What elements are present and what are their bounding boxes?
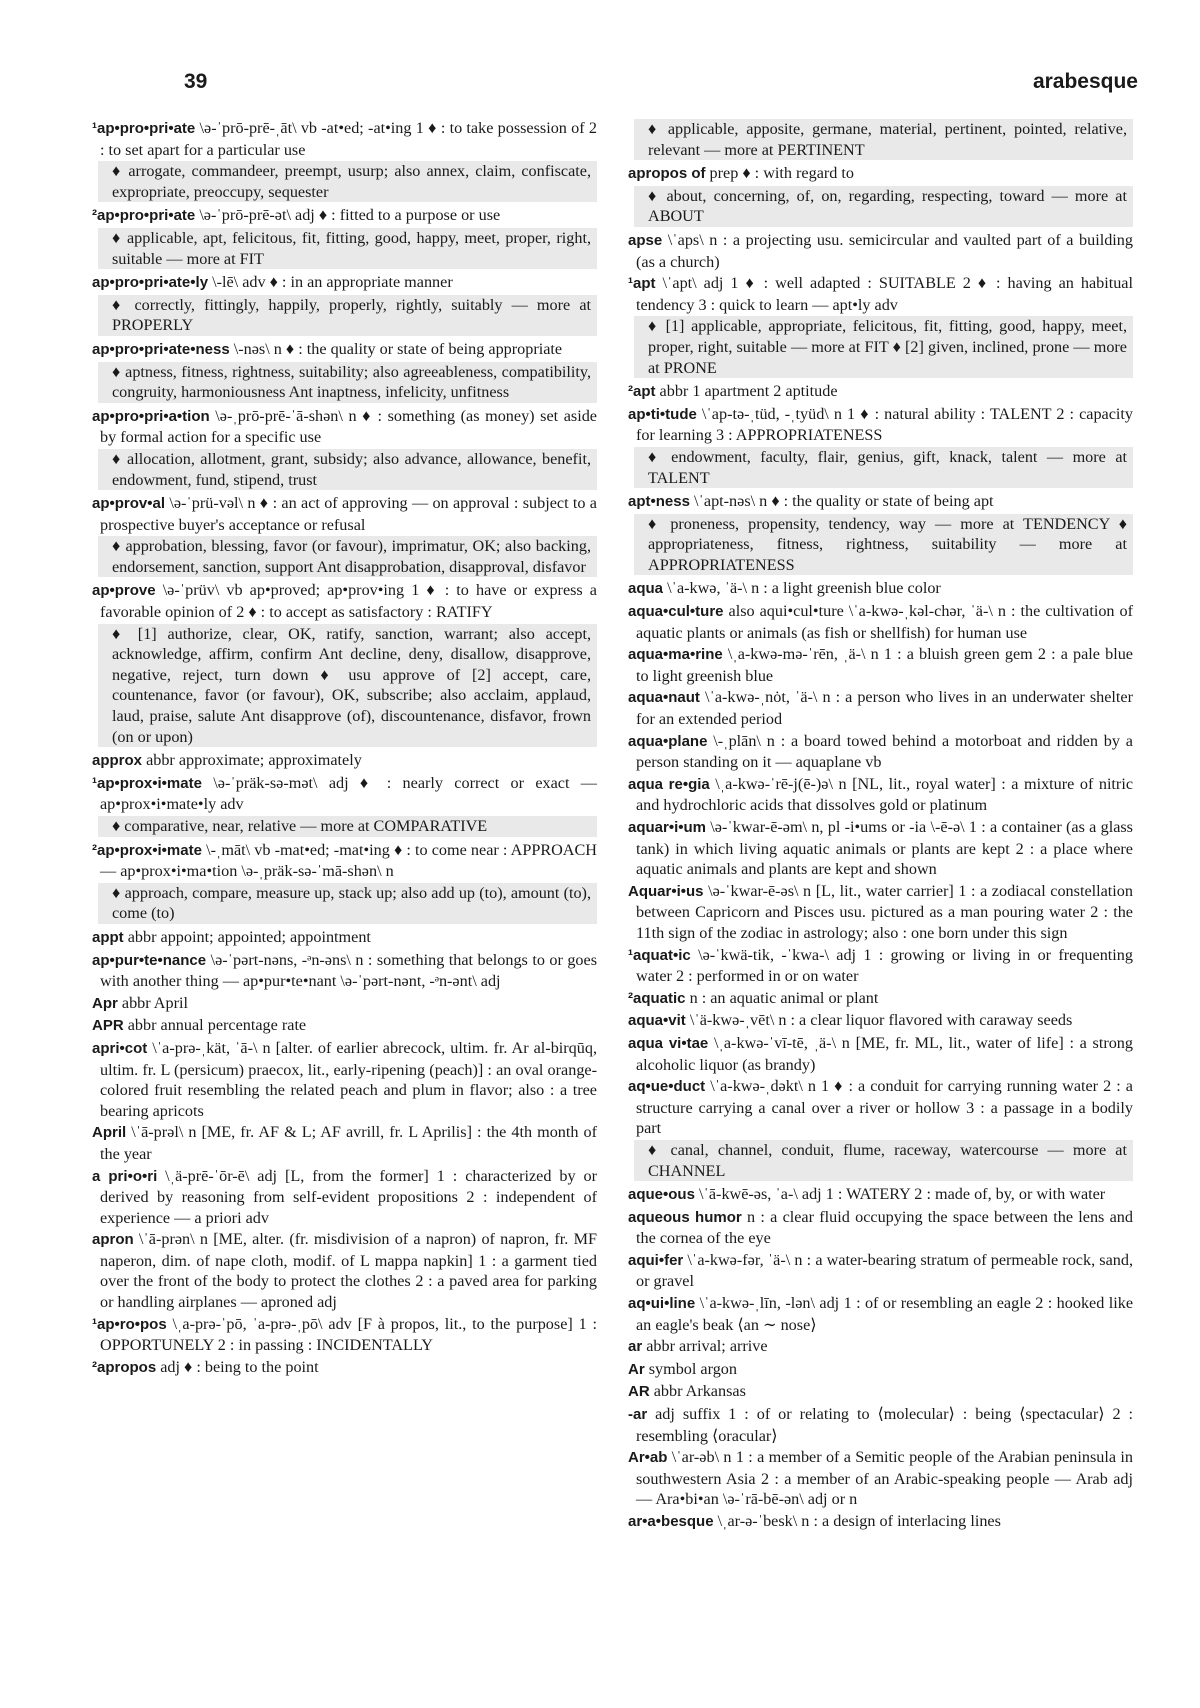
- synonym-block: [98, 536, 597, 577]
- dictionary-entry: [628, 1207, 1133, 1249]
- synonym-block: [634, 514, 1133, 576]
- synonym-block: [634, 1140, 1133, 1181]
- page-number: 39: [184, 70, 208, 93]
- headword: aqua re•gia: [628, 775, 710, 793]
- synonym-block: [98, 161, 597, 202]
- definition: abbr arrival; arrive: [642, 1337, 768, 1356]
- headword: ap•pro•pri•ate•ly: [92, 274, 209, 292]
- headword: ¹ap•ro•pos: [92, 1315, 167, 1333]
- dictionary-entry: [628, 273, 1133, 315]
- synonym-text: ♦ allocation, allotment, grant, subsidy; also advance, allowance, benefit, endowment, fund, stipend, trust: [112, 449, 591, 489]
- definition: \ə-ˈkwar-ē-əs\ n [L, lit., water carrier] 1 : a zodiacal constellation between Capricorn and Pisces usu. pictured as a man pouring water 2 : the 11th sign of the zodiac in astrology; also : one born under this sign: [636, 881, 1133, 942]
- definition: \-lē\ adv ♦ : in an appropriate manner: [208, 273, 453, 292]
- headword: ap•ti•tude: [628, 405, 697, 423]
- synonym-block: [98, 816, 597, 837]
- dictionary-entry: [92, 406, 597, 448]
- dictionary-entry: [628, 1293, 1133, 1335]
- headword: ²apt: [628, 383, 656, 401]
- synonym-text: ♦ aptness, fitness, rightness, suitability; also agreeableness, compatibility, congruity, harmoniousness Ant inaptness, infelicity, unfitness: [112, 362, 591, 402]
- dictionary-entry: [92, 1015, 597, 1037]
- headword: ap•pur•te•nance: [92, 951, 207, 969]
- synonym-block: [634, 119, 1133, 160]
- dictionary-entry: [92, 750, 597, 772]
- definition: abbr appoint; appointed; appointment: [123, 927, 371, 946]
- dictionary-entry: [628, 817, 1133, 880]
- synonym-text: ♦ proneness, propensity, tendency, way — more at TENDENCY ♦ appropriateness, fitness, rightness, suitability — more at APPROPRIATENESS: [648, 514, 1127, 574]
- headword: ap•pro•pri•a•tion: [92, 407, 210, 425]
- definition: \ˈa-kwə-ˌnȯt, ˈä-\ n : a person who lives in an underwater shelter for an extended period: [636, 688, 1133, 729]
- definition: \-nəs\ n ♦ : the quality or state of being appropriate: [229, 339, 563, 358]
- headword: aqua•plane: [628, 732, 708, 750]
- dictionary-entry: [628, 1381, 1133, 1403]
- dictionary-entry: [628, 163, 1133, 185]
- headword: ar•a•besque: [628, 1513, 714, 1530]
- dictionary-entry: [628, 601, 1133, 643]
- definition: symbol argon: [644, 1359, 737, 1378]
- definition: \ˈa-kwə-ˌdəkt\ n 1 ♦ : a conduit for carrying running water 2 : a structure carrying a canal over a river or hollow 3 : a passage in a bodily part: [636, 1077, 1133, 1138]
- definition: abbr Arkansas: [649, 1382, 746, 1401]
- synonym-text: ♦ comparative, near, relative — more at COMPARATIVE: [112, 817, 488, 835]
- synonym-text: ♦ endowment, faculty, flair, genius, gift, knack, talent — more at TALENT: [648, 447, 1127, 487]
- dictionary-entry: [628, 1404, 1133, 1446]
- dictionary-entry: [92, 1357, 597, 1379]
- definition: \ˈä-kwə-ˌvēt\ n : a clear liquor flavored with caraway seeds: [685, 1011, 1073, 1030]
- headword: AR: [628, 1383, 650, 1401]
- headword: ap•pro•pri•ate•ness: [92, 340, 230, 358]
- synonym-block: [98, 624, 597, 748]
- synonym-block: [98, 362, 597, 403]
- definition: \ə-ˌprō-prē-ˈā-shən\ n ♦ : something (as money) set aside by formal action for a specific use: [100, 406, 597, 447]
- headword: aqueous humor: [628, 1208, 742, 1226]
- dictionary-entry: [628, 1184, 1133, 1206]
- synonym-text: ♦ approach, compare, measure up, stack up; also add up (to), amount (to), come (to): [112, 883, 591, 923]
- headword: aqui•fer: [628, 1251, 684, 1269]
- definition: \ˈa-kwə, ˈä-\ n : a light greenish blue color: [663, 579, 941, 598]
- headword: apron: [92, 1231, 134, 1249]
- headword: aqua•naut: [628, 689, 700, 707]
- dictionary-entry: [628, 988, 1133, 1010]
- dictionary-entry: [92, 773, 597, 815]
- guide-word: arabesque: [1032, 70, 1138, 93]
- headword: aqua•cul•ture: [628, 603, 724, 621]
- dictionary-entry: [92, 1038, 597, 1121]
- headword: apropos of: [628, 165, 706, 183]
- dictionary-entry: [628, 644, 1133, 686]
- headword: ar: [628, 1338, 643, 1356]
- right-column: [628, 118, 1133, 1534]
- headword: Aquar•i•us: [628, 882, 704, 900]
- dictionary-entry: [628, 404, 1133, 446]
- synonym-block: [98, 228, 597, 269]
- definition: \ə-ˈprō-prē-ˌāt\ vb -at•ed; -at•ing 1 ♦ : to take possession of 2 : to set apart for a particular use: [100, 119, 597, 159]
- definition: \ˈaps\ n : a projecting usu. semicircular and vaulted part of a building (as a church): [636, 230, 1133, 271]
- dictionary-entry: [628, 945, 1133, 987]
- definition: \ə-ˈkwä-tik, -ˈkwa-\ adj 1 : growing or living in or frequenting water 2 : performed in or on water: [636, 945, 1133, 986]
- synonym-text: ♦ applicable, apposite, germane, material, pertinent, pointed, relative, relevant — more at PERTINENT: [648, 120, 1127, 159]
- dictionary-entry: [628, 774, 1133, 816]
- definition: \ˈā-prəl\ n [ME, fr. AF & L; AF avrill, fr. L Aprilis] : the 4th month of the year: [100, 1123, 597, 1163]
- definition: \ˈa-prə-ˌkät, ˈā-\ n [alter. of earlier abrecock, ultim. fr. Ar al-birqūq, ultim. fr. L (persicum) praecox, lit., early-ripening (peach)] : an oval orange-colored fruit resembling the related peach and plum in flavor; also : a tree bearing apricots: [100, 1038, 597, 1120]
- dictionary-entry: [628, 381, 1133, 403]
- headword: aqua•vit: [628, 1012, 686, 1030]
- dictionary-entry: [92, 205, 597, 227]
- dictionary-entry: [92, 493, 597, 535]
- headword: aqua: [628, 580, 664, 598]
- headword: ap•prove: [92, 582, 156, 600]
- headword: apse: [628, 231, 663, 249]
- dictionary-entry: [628, 1250, 1133, 1292]
- definition: \ˈā-kwē-əs, ˈa-\ adj 1 : WATERY 2 : made of, by, or with water: [694, 1185, 1106, 1204]
- synonym-text: ♦ canal, channel, conduit, flume, raceway, watercourse — more at CHANNEL: [648, 1140, 1127, 1180]
- headword: aqua vi•tae: [628, 1034, 709, 1052]
- synonym-block: [634, 316, 1133, 378]
- headword: a pri•o•ri: [92, 1167, 158, 1185]
- dictionary-entry: [92, 840, 597, 882]
- headword: April: [92, 1124, 127, 1142]
- dictionary-entry: [92, 339, 597, 361]
- headword: ²apropos: [92, 1358, 157, 1376]
- dictionary-entry: [628, 1010, 1133, 1032]
- dictionary-entry: [92, 118, 597, 160]
- definition: prep ♦ : with regard to: [705, 164, 855, 183]
- definition: \ˈapt-nəs\ n ♦ : the quality or state of being apt: [689, 492, 994, 511]
- headword: aqua•ma•rine: [628, 646, 723, 664]
- dictionary-entry: [628, 1033, 1133, 1075]
- headword: ¹ap•pro•pri•ate: [92, 120, 196, 137]
- dictionary-entry: [628, 230, 1133, 272]
- dictionary-entry: [628, 491, 1133, 513]
- definition: abbr April: [117, 993, 188, 1012]
- dictionary-entry: [92, 580, 597, 622]
- definition: adj suffix 1 : of or relating to ⟨molecular⟩ : being ⟨spectacular⟩ 2 : resembling ⟨oracular⟩: [636, 1405, 1133, 1445]
- definition: \ˈar-əb\ n 1 : a member of a Semitic people of the Arabian peninsula in southwestern Asia 2 : a member of an Arabic-speaking people — Arab adj — Ara•bi•an \ə-ˈrā-bē-ən\ adj or n: [636, 1448, 1133, 1509]
- headword: APR: [92, 1017, 124, 1035]
- synonym-text: ♦ about, concerning, of, on, regarding, respecting, toward — more at ABOUT: [648, 186, 1127, 226]
- headword: aq•ui•line: [628, 1295, 696, 1313]
- headword: Apr: [92, 994, 118, 1012]
- definition: abbr 1 apartment 2 aptitude: [655, 382, 838, 401]
- synonym-text: ♦ applicable, apt, felicitous, fit, fitting, good, happy, meet, proper, right, suitable — more at FIT: [112, 228, 591, 268]
- definition: also aqui•cul•ture \ˈa-kwə-ˌkəl-chər, ˈä-\ n : the cultivation of aquatic plants or animals (as fish or shellfish) for human use: [636, 602, 1133, 642]
- dictionary-entry: [92, 993, 597, 1015]
- dictionary-entry: [92, 1122, 597, 1164]
- headword: appt: [92, 928, 124, 946]
- definition: \-ˌplān\ n : a board towed behind a motorboat and ridden by a person standing on it — aquaplane vb: [636, 731, 1133, 772]
- definition: \ˌa-kwə-ˈvī-tē, ˌä-\ n [ME, fr. ML, lit., water of life] : a strong alcoholic liquor (as brandy): [636, 1033, 1133, 1074]
- headword: ²ap•pro•pri•ate: [92, 207, 196, 225]
- headword: aq•ue•duct: [628, 1078, 706, 1096]
- headword: Ar•ab: [628, 1449, 668, 1467]
- definition: \ˈapt\ adj 1 ♦ : well adapted : SUITABLE 2 ♦ : having an habitual tendency 3 : quick to learn — apt•ly adv: [636, 274, 1133, 314]
- dictionary-entry: [92, 272, 597, 294]
- headword: ¹aquat•ic: [628, 946, 691, 964]
- dictionary-entry: [628, 687, 1133, 729]
- synonym-block: [98, 295, 597, 336]
- headword: approx: [92, 752, 143, 770]
- definition: n : a clear fluid occupying the space between the lens and the cornea of the eye: [636, 1207, 1133, 1248]
- headword: apt•ness: [628, 493, 690, 511]
- dictionary-entry: [628, 731, 1133, 773]
- synonym-text: ♦ correctly, fittingly, happily, properly, rightly, suitably — more at PROPERLY: [112, 295, 591, 335]
- headword: ap•prov•al: [92, 495, 166, 513]
- definition: adj ♦ : being to the point: [156, 1357, 319, 1376]
- dictionary-entry: [92, 927, 597, 949]
- definition: abbr annual percentage rate: [123, 1016, 307, 1035]
- synonym-text: ♦ arrogate, commandeer, preempt, usurp; also annex, claim, confiscate, expropriate, preoccupy, sequester: [112, 162, 591, 201]
- synonym-block: [98, 449, 597, 490]
- headword: ¹ap•prox•i•mate: [92, 774, 202, 792]
- definition: \ˌa-kwə-mə-ˈrēn, ˌä-\ n 1 : a bluish green gem 2 : a pale blue to light greenish blue: [636, 645, 1133, 685]
- dictionary-entry: [628, 881, 1133, 944]
- dictionary-entry: [92, 950, 597, 992]
- definition: n : an aquatic animal or plant: [685, 988, 879, 1007]
- headword: Ar: [628, 1360, 645, 1378]
- definition: \ˈap-tə-ˌtüd, -ˌtyüd\ n 1 ♦ : natural ability : TALENT 2 : capacity for learning 3 : APPROPRIATENESS: [636, 404, 1133, 445]
- dictionary-entry: [92, 1166, 597, 1229]
- headword: aque•ous: [628, 1186, 695, 1204]
- definition: \ˈa-kwə-ˌlīn, -lən\ adj 1 : of or resembling an eagle 2 : hooked like an eagle's beak ⟨an ∼ nose⟩: [636, 1294, 1133, 1334]
- definition: \ˌa-prə-ˈpō, ˈa-prə-ˌpō\ adv [F à propos, lit., to the purpose] 1 : OPPORTUNELY 2 : in passing : INCIDENTALLY: [100, 1314, 597, 1355]
- left-column: [92, 118, 597, 1379]
- headword: apri•cot: [92, 1039, 148, 1057]
- synonym-block: [98, 883, 597, 924]
- dictionary-entry: [628, 578, 1133, 600]
- definition: \ˈa-kwə-fər, ˈä-\ n : a water-bearing stratum of permeable rock, sand, or gravel: [636, 1250, 1133, 1291]
- synonym-text: ♦ approbation, blessing, favor (or favour), imprimatur, OK; also backing, endorsement, sanction, support Ant disapprobation, disapproval, disfavor: [112, 537, 591, 576]
- dictionary-entry: [92, 1229, 597, 1312]
- headword: ²aquatic: [628, 989, 686, 1007]
- dictionary-entry: [628, 1359, 1133, 1381]
- definition: \ə-ˈpərt-nəns, -ᵊn-əns\ n : something that belongs to or goes with another thing — ap•pur•te•nant \ə-ˈpərt-nənt, -ᵊn-ənt\ adj: [100, 950, 597, 991]
- dictionary-entry: [628, 1076, 1133, 1139]
- headword: -ar: [628, 1406, 648, 1424]
- definition: \ˈā-prən\ n [ME, alter. (fr. misdivision of a napron) of napron, fr. MF naperon, dim. of nape cloth, modif. of L mappa napkin] 1 : a garment tied over the front of the body to protect the clothes 2 : a paved area for parking or handling airplanes — aproned adj: [100, 1230, 597, 1312]
- dictionary-entry: [628, 1447, 1133, 1510]
- definition: \ˌä-prē-ˈōr-ē\ adj [L, from the former] 1 : characterized by or derived by reasoning from self-evident propositions 2 : independent of experience — a priori adv: [100, 1166, 597, 1227]
- definition: \ˌa-kwə-ˈrē-j(ē-)ə\ n [NL, lit., royal water] : a mixture of nitric and hydrochloric acids that dissolves gold or platinum: [636, 774, 1134, 815]
- definition: \ə-ˈprü-vəl\ n ♦ : an act of approving — on approval : subject to a prospective buyer's acceptance or refusal: [100, 494, 597, 534]
- definition: \ə-ˈpräk-sə-mət\ adj ♦ : nearly correct or exact — ap•prox•i•mate•ly adv: [100, 773, 597, 814]
- definition: abbr approximate; approximately: [142, 751, 362, 770]
- dictionary-entry: [628, 1511, 1133, 1533]
- dictionary-entry: [92, 1314, 597, 1356]
- headword: aquar•i•um: [628, 819, 707, 836]
- definition: \ə-ˈprüv\ vb ap•proved; ap•prov•ing 1 ♦ : to have or express a favorable opinion of 2 ♦ : to accept as satisfactory : RATIFY: [100, 581, 597, 622]
- running-head: [0, 70, 1200, 100]
- dictionary-entry: [628, 1336, 1133, 1358]
- synonym-block: [634, 186, 1133, 227]
- definition: \-ˌmāt\ vb -mat•ed; -mat•ing ♦ : to come near : APPROACH — ap•prox•i•ma•tion \ə-ˌpräk-sə-ˈmā-shən\ n: [100, 840, 597, 881]
- synonym-block: [634, 447, 1133, 488]
- definition: \ə-ˈkwar-ē-əm\ n, pl -i•ums or -ia \-ē-ə\ 1 : a container (as a glass tank) in which living aquatic animals or plants are kept 2 : a place where aquatic animals and plants are kept and shown: [636, 818, 1133, 879]
- synonym-text: ♦ [1] authorize, clear, OK, ratify, sanction, warrant; also accept, acknowledge, affirm, confirm Ant decline, deny, disallow, disapprove, negative, reject, turn down ♦ usu approve of [2] accept, care, countenance, favor (or favour), OK, subscribe; also acclaim, applaud, laud, praise, salute Ant disapprove (of), discountenance, disfavor, frown (on or upon): [112, 624, 591, 746]
- headword: ²ap•prox•i•mate: [92, 841, 202, 859]
- definition: \ˌar-ə-ˈbesk\ n : a design of interlacing lines: [713, 1512, 1001, 1530]
- headword: ¹apt: [628, 275, 656, 293]
- synonym-text: ♦ [1] applicable, appropriate, felicitous, fit, fitting, good, happy, meet, proper, right, suitable — more at FIT ♦ [2] given, inclined, prone — more at PRONE: [648, 317, 1127, 377]
- definition: \ə-ˈprō-prē-ət\ adj ♦ : fitted to a purpose or use: [195, 206, 501, 225]
